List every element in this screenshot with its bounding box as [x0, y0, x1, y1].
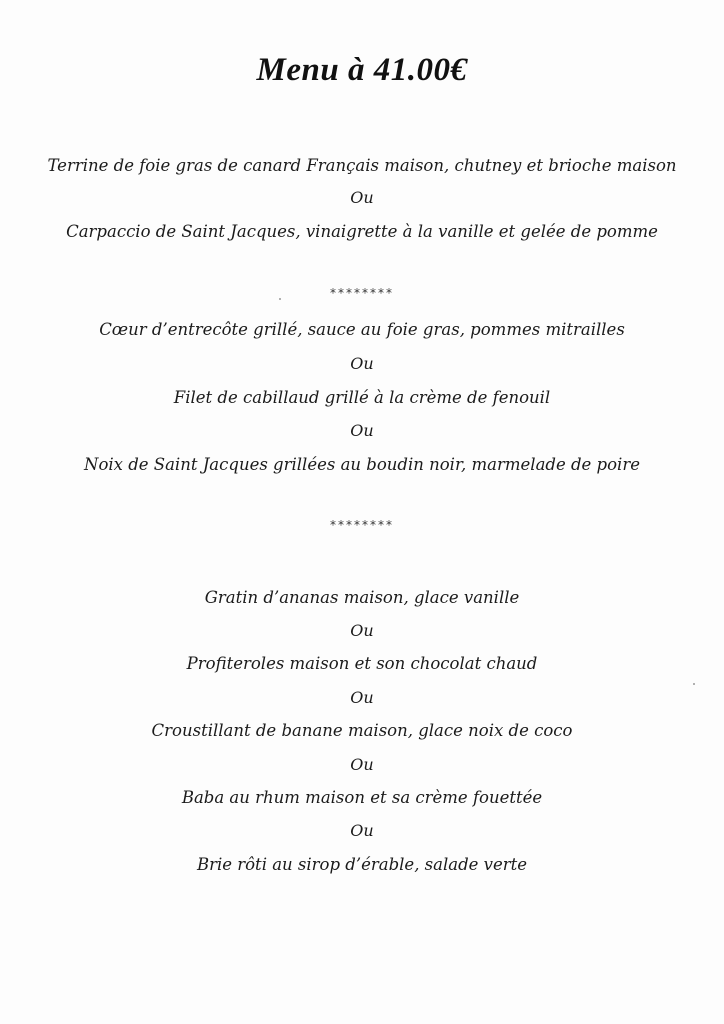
main-course-item: Noix de Saint Jacques grillées au boudin noir, marmelade de poire [84, 455, 640, 474]
scan-speck [279, 298, 281, 300]
or-label: Ou [350, 821, 374, 840]
dessert-item: Croustillant de banane maison, glace noix de coco [151, 721, 573, 740]
section-separator: ******** [330, 518, 394, 532]
section-separator: ******** [330, 286, 394, 300]
dessert-item: Profiteroles maison et son chocolat chaud [186, 654, 538, 673]
main-course-item: Filet de cabillaud grillé à la crème de fenouil [173, 388, 551, 407]
or-label: Ou [350, 354, 374, 373]
starter-item: Terrine de foie gras de canard Français maison, chutney et brioche maison [47, 156, 677, 175]
or-label: Ou [350, 755, 374, 774]
or-label: Ou [350, 688, 374, 707]
scan-speck [693, 683, 695, 685]
or-label: Ou [350, 421, 374, 440]
dessert-item: Baba au rhum maison et sa crème fouettée [181, 788, 543, 807]
or-label: Ou [350, 188, 374, 207]
menu-title: Menu à 41.00€ [256, 52, 468, 88]
dessert-item: Gratin d’ananas maison, glace vanille [204, 588, 520, 607]
main-course-item: Cœur d’entrecôte grillé, sauce au foie gras, pommes mitrailles [99, 320, 625, 339]
or-label: Ou [350, 621, 374, 640]
starter-item: Carpaccio de Saint Jacques, vinaigrette à la vanille et gelée de pomme [66, 222, 658, 241]
dessert-item: Brie rôti au sirop d’érable, salade verte [196, 855, 528, 874]
